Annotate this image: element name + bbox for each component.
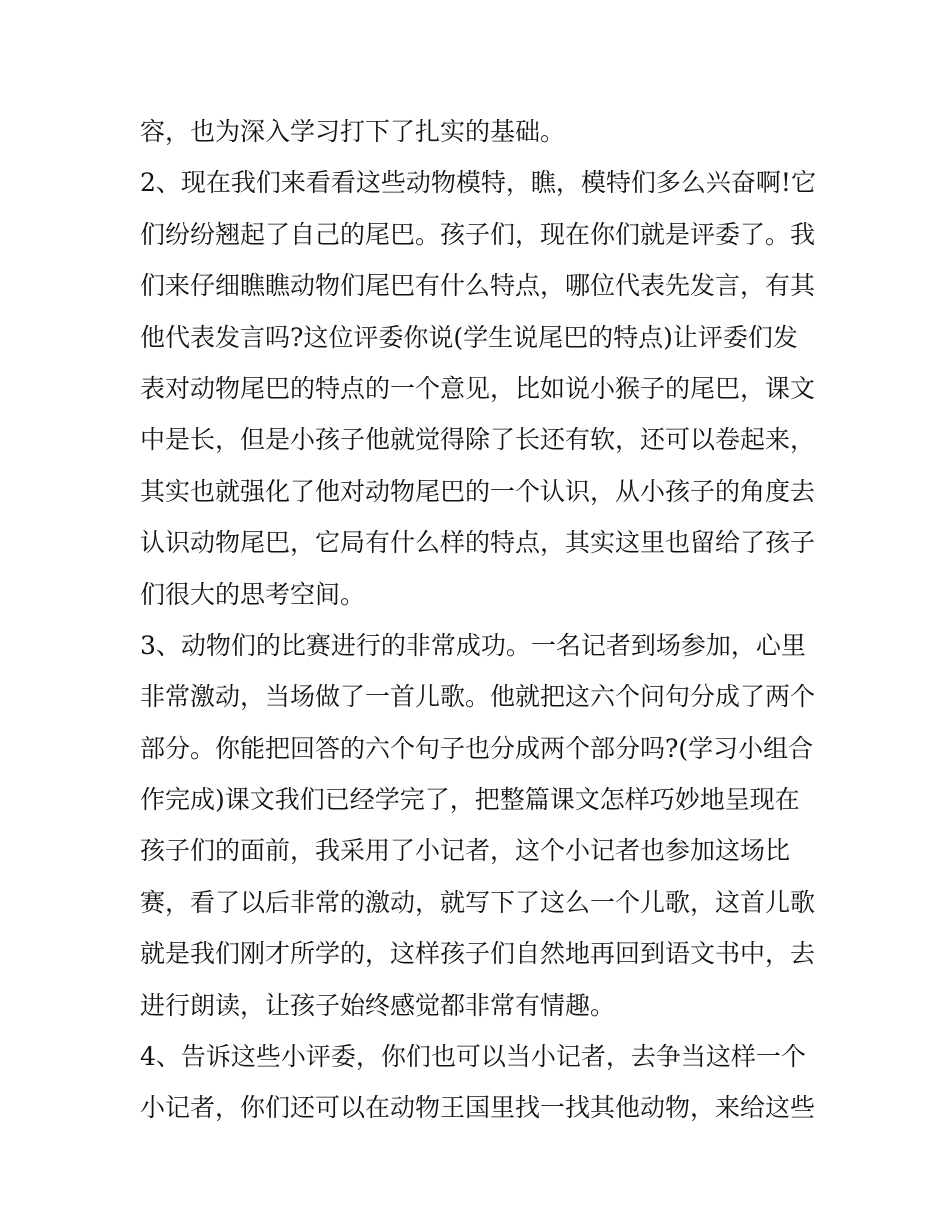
- text-line: 其实也就强化了他对动物尾巴的一个认识，从小孩子的角度去: [140, 476, 816, 506]
- text-line: 他代表发言吗?这位评委你说(学生说尾巴的特点)让评委们发: [140, 322, 798, 352]
- text-line: 中是长，但是小孩子他就觉得除了长还有软，还可以卷起来，: [140, 425, 816, 455]
- body-text: [140, 106, 840, 1134]
- text-line: 们纷纷翘起了自己的尾巴。孩子们，现在你们就是评委了。我: [140, 219, 816, 249]
- text-line: 表对动物尾巴的特点的一个意见，比如说小猴子的尾巴，课文: [140, 373, 816, 403]
- text-line: 部分。你能把回答的六个句子也分成两个部分吗?(学习小组合: [140, 733, 814, 763]
- text-line: 容，也为深入学习打下了扎实的基础。: [140, 117, 566, 146]
- text-line: 孩子们的面前，我采用了小记者，这个小记者也参加这场比: [140, 836, 791, 866]
- text-line: 就是我们刚才所学的，这样孩子们自然地再回到语文书中，去: [140, 939, 816, 969]
- text-line: 小记者，你们还可以在动物王国里找一找其他动物，来给这些: [140, 1093, 816, 1123]
- text-line: 赛，看了以后非常的激动，就写下了这么一个儿歌，这首儿歌: [140, 887, 816, 917]
- text-line: 们很大的思考空间。: [140, 579, 366, 609]
- text-line: 认识动物尾巴，它局有什么样的特点，其实这里也留给了孩子: [140, 528, 816, 558]
- text-line: 作完成)课文我们已经学完了，把整篇课文怎样巧妙地呈现在: [140, 785, 800, 815]
- text-line: 进行朗读，让孩子始终感觉都非常有情趣。: [140, 990, 616, 1020]
- text-line: 们来仔细瞧瞧动物们尾巴有什么特点，哪位代表先发言，有其: [140, 271, 816, 301]
- text-line: 非常激动，当场做了一首儿歌。他就把这六个问句分成了两个: [140, 682, 816, 712]
- text-line: 3、动物们的比赛进行的非常成功。一名记者到场参加，心里: [140, 630, 806, 660]
- text-line: 4、告诉这些小评委，你们也可以当小记者，去争当这样一个: [140, 1042, 806, 1072]
- text-line: 2、现在我们来看看这些动物模特，瞧，模特们多么兴奋啊!它: [140, 168, 816, 198]
